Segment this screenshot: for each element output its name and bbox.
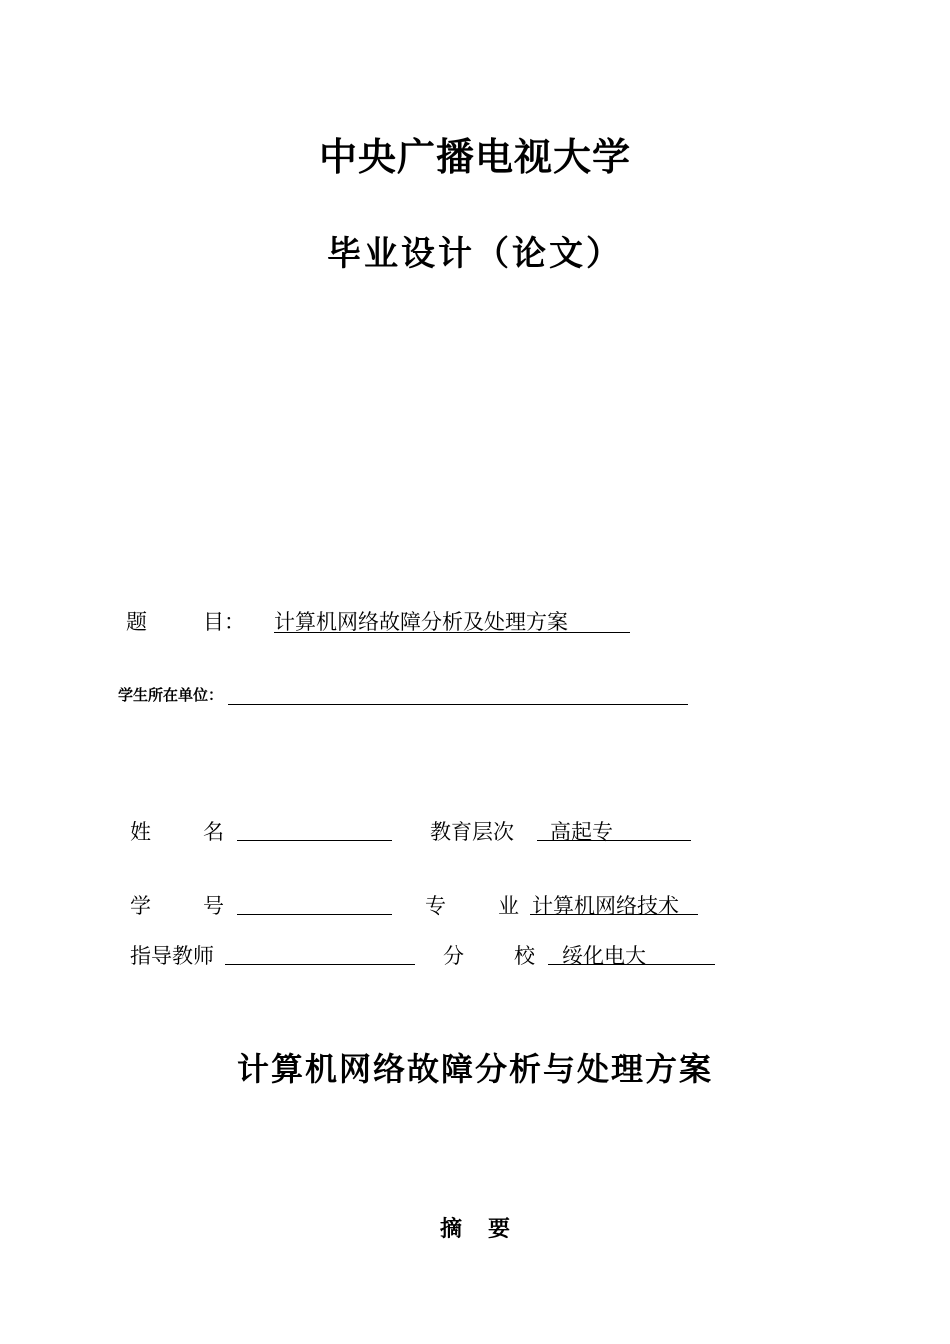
- name-label-char-1: 姓: [130, 820, 151, 844]
- branch-label-char-1: 分: [443, 944, 464, 968]
- topic-label-char-1: 题: [126, 610, 147, 634]
- university-title: 中央广播电视大学: [318, 135, 631, 179]
- edu-level-value: 高起专: [550, 820, 613, 844]
- branch-label-char-2: 校: [514, 944, 535, 968]
- topic-value: 计算机网络故障分析及处理方案: [274, 610, 568, 634]
- name-label-char-2: 名: [203, 820, 224, 844]
- major-value: 计算机网络技术: [532, 894, 679, 918]
- student-id-label-char-2: 号: [203, 894, 224, 918]
- edu-level-label: 教育层次: [430, 820, 514, 844]
- advisor-label: 指导教师: [130, 944, 214, 968]
- topic-label: [126, 606, 245, 636]
- name-underline: [237, 840, 392, 841]
- major-underline: [530, 914, 698, 915]
- thesis-type-title: 毕业设计（论文）: [327, 234, 623, 274]
- advisor-underline: [225, 964, 415, 965]
- topic-underline: [274, 632, 630, 633]
- major-label-char-1: 专: [425, 894, 446, 918]
- topic-label-char-2: 目：: [203, 610, 245, 634]
- major-label-char-2: 业: [498, 894, 519, 918]
- edu-level-underline: [537, 840, 691, 841]
- unit-label-colon: ：: [208, 686, 224, 704]
- student-id-label-char-1: 学: [130, 894, 151, 918]
- main-heading: 计算机网络故障分析与处理方案: [236, 1050, 713, 1088]
- unit-underline: [228, 704, 688, 705]
- branch-value: 绥化电大: [562, 944, 646, 968]
- branch-underline: [548, 964, 715, 965]
- abstract-heading: 摘要: [439, 1217, 536, 1242]
- student-id-underline: [237, 914, 392, 915]
- unit-label-text: 学生所在单位: [118, 686, 209, 704]
- unit-label: [118, 684, 223, 705]
